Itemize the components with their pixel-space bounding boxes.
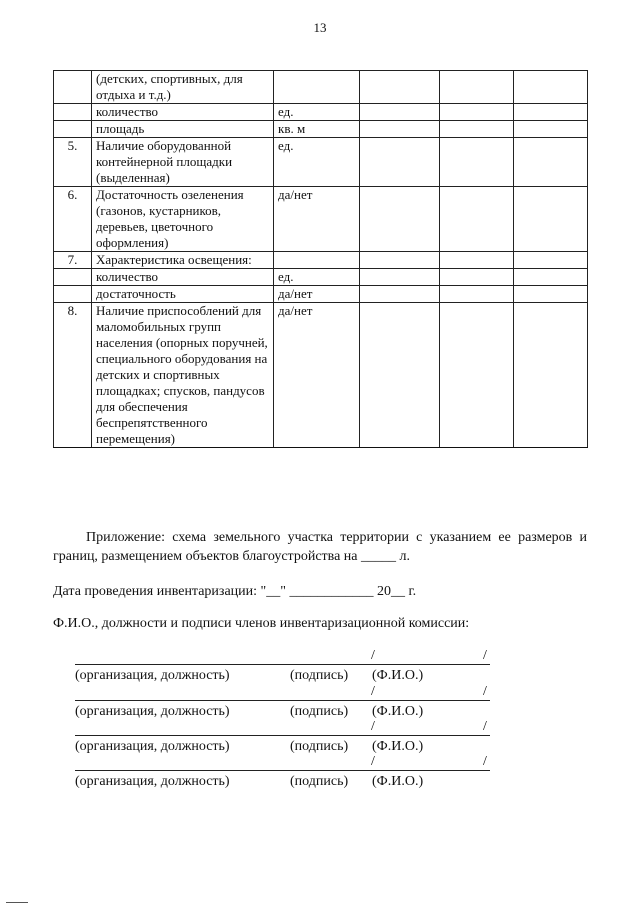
signature-line bbox=[75, 770, 490, 771]
row-unit: ед. bbox=[274, 104, 360, 121]
commission-heading: Ф.И.О., должности и подписи членов инвентаризационной комиссии: bbox=[53, 616, 470, 631]
full-name-label: (Ф.И.О.) bbox=[372, 739, 424, 754]
row-unit: ед. bbox=[274, 138, 360, 187]
slash-mark: / bbox=[371, 754, 375, 769]
row-number: 8. bbox=[54, 303, 92, 448]
row-unit: ед. bbox=[274, 269, 360, 286]
signature-block bbox=[75, 650, 495, 682]
full-name-label: (Ф.И.О.) bbox=[372, 774, 424, 789]
attachment-note: Приложение: схема земельного участка территории с указанием ее размеров и границ, размещением объектов благоустройства на _____ л. bbox=[53, 530, 587, 564]
table-row bbox=[54, 303, 588, 448]
slash-mark: / bbox=[371, 648, 375, 663]
table-row bbox=[54, 187, 588, 252]
row-number bbox=[54, 71, 92, 104]
table-row bbox=[54, 104, 588, 121]
full-name-label: (Ф.И.О.) bbox=[372, 704, 424, 719]
signature-label: (подпись) bbox=[290, 774, 349, 789]
table-row bbox=[54, 269, 588, 286]
table-row bbox=[54, 121, 588, 138]
signature-block bbox=[75, 721, 495, 753]
row-name: (детских, спортивных, для отдыха и т.д.) bbox=[92, 71, 274, 104]
slash-mark: / bbox=[483, 754, 487, 769]
row-unit bbox=[274, 71, 360, 104]
signature-label: (подпись) bbox=[290, 704, 349, 719]
organization-position-label: (организация, должность) bbox=[75, 774, 230, 789]
signature-line bbox=[75, 700, 490, 701]
row-number bbox=[54, 269, 92, 286]
slash-mark: / bbox=[483, 684, 487, 699]
row-name: Наличие оборудованной контейнерной площадки (выделенная) bbox=[92, 138, 274, 187]
row-unit bbox=[274, 252, 360, 269]
organization-position-label: (организация, должность) bbox=[75, 704, 230, 719]
slash-mark: / bbox=[371, 684, 375, 699]
page-number: 13 bbox=[313, 20, 327, 35]
organization-position-label: (организация, должность) bbox=[75, 739, 230, 754]
row-name: Наличие приспособлений для маломобильных групп населения (опорных поручней, специального оборудования на детских и спортивных площадках; спусков, пандусов для обеспечения беспрепятственного перемещения) bbox=[92, 303, 274, 448]
row-number bbox=[54, 121, 92, 138]
signature-label: (подпись) bbox=[290, 739, 349, 754]
slash-mark: / bbox=[483, 719, 487, 734]
table-row bbox=[54, 138, 588, 187]
table-row bbox=[54, 252, 588, 269]
row-name: Характеристика освещения: bbox=[92, 252, 274, 269]
signature-line bbox=[75, 664, 490, 665]
row-name: количество bbox=[92, 104, 274, 121]
row-name: количество bbox=[92, 269, 274, 286]
row-number: 6. bbox=[54, 187, 92, 252]
full-name-label: (Ф.И.О.) bbox=[372, 668, 424, 683]
signature-block bbox=[75, 756, 495, 788]
scan-edge-mark bbox=[6, 902, 28, 903]
signature-label: (подпись) bbox=[290, 668, 349, 683]
row-unit: кв. м bbox=[274, 121, 360, 138]
row-unit: да/нет bbox=[274, 187, 360, 252]
row-name: площадь bbox=[92, 121, 274, 138]
row-number: 7. bbox=[54, 252, 92, 269]
signature-block bbox=[75, 686, 495, 718]
inventory-date-line: Дата проведения инвентаризации: "__" ____________ 20__ г. bbox=[53, 584, 417, 599]
row-number bbox=[54, 104, 92, 121]
row-number bbox=[54, 286, 92, 303]
row-number: 5. bbox=[54, 138, 92, 187]
signature-line bbox=[75, 735, 490, 736]
row-unit: да/нет bbox=[274, 303, 360, 448]
row-name: достаточность bbox=[92, 286, 274, 303]
row-unit: да/нет bbox=[274, 286, 360, 303]
table-row bbox=[54, 71, 588, 104]
row-name: Достаточность озеленения (газонов, кустарников, деревьев, цветочного оформления) bbox=[92, 187, 274, 252]
slash-mark: / bbox=[483, 648, 487, 663]
table-row bbox=[54, 286, 588, 303]
organization-position-label: (организация, должность) bbox=[75, 668, 230, 683]
inventory-table bbox=[53, 70, 588, 448]
slash-mark: / bbox=[371, 719, 375, 734]
